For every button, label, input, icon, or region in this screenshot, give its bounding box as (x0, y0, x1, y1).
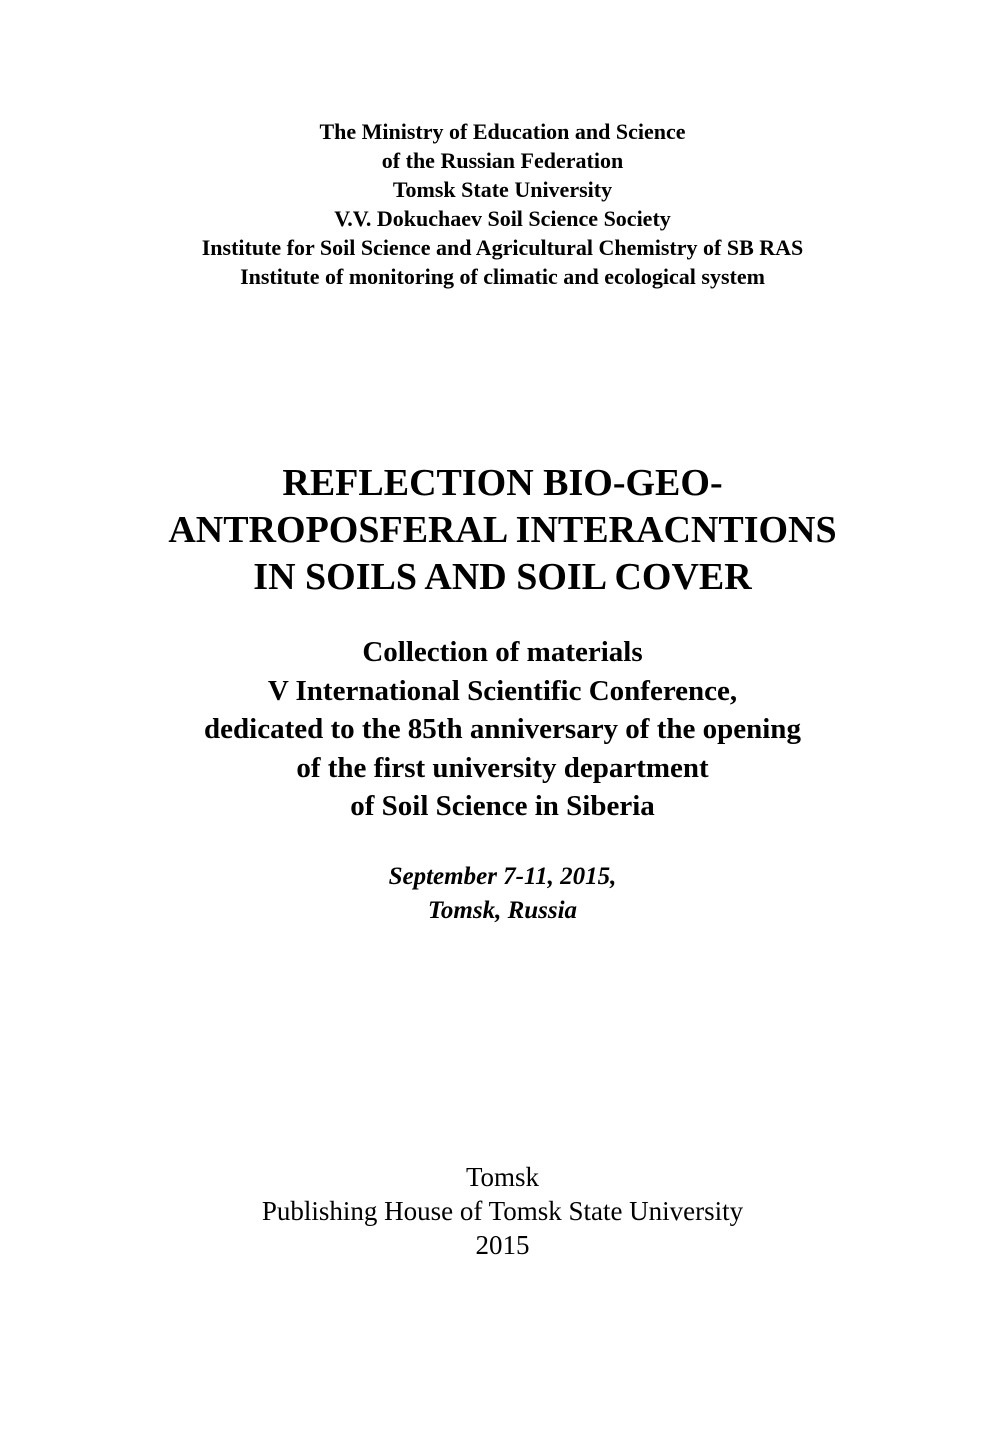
imprint-block (0, 1160, 1005, 1262)
subtitle-line: V International Scientific Conference, (267, 674, 738, 707)
organization-line: Tomsk State University (392, 177, 613, 202)
organization-line: Institute of monitoring of climatic and ecological system (240, 264, 765, 289)
event-dates: September 7-11, 2015, (388, 863, 617, 890)
event-info (0, 860, 1005, 928)
organizations-block (0, 117, 1005, 291)
organization-line: The Ministry of Education and Science (319, 119, 686, 144)
organization-line: of the Russian Federation (381, 148, 624, 173)
document-subtitle (0, 633, 1005, 826)
document-title (0, 460, 1005, 601)
event-location: Tomsk, Russia (427, 897, 578, 924)
imprint-year: 2015 (475, 1230, 530, 1260)
title-line: REFLECTION BIO-GEO- (282, 462, 723, 504)
imprint-publisher: Publishing House of Tomsk State University (261, 1196, 744, 1226)
organization-line: V.V. Dokuchaev Soil Science Society (334, 206, 671, 231)
subtitle-line: of Soil Science in Siberia (350, 790, 655, 822)
title-line: IN SOILS AND SOIL COVER (253, 556, 752, 598)
subtitle-line: dedicated to the 85th anniversary of the opening (204, 713, 801, 745)
imprint-city: Tomsk (465, 1162, 540, 1192)
title-line: ANTROPOSFERAL INTERACNTIONS (168, 509, 837, 551)
subtitle-line: of the first university department (296, 751, 709, 784)
subtitle-line: Collection of materials (362, 636, 643, 668)
organization-line: Institute for Soil Science and Agricultural Chemistry of SB RAS (201, 235, 804, 260)
